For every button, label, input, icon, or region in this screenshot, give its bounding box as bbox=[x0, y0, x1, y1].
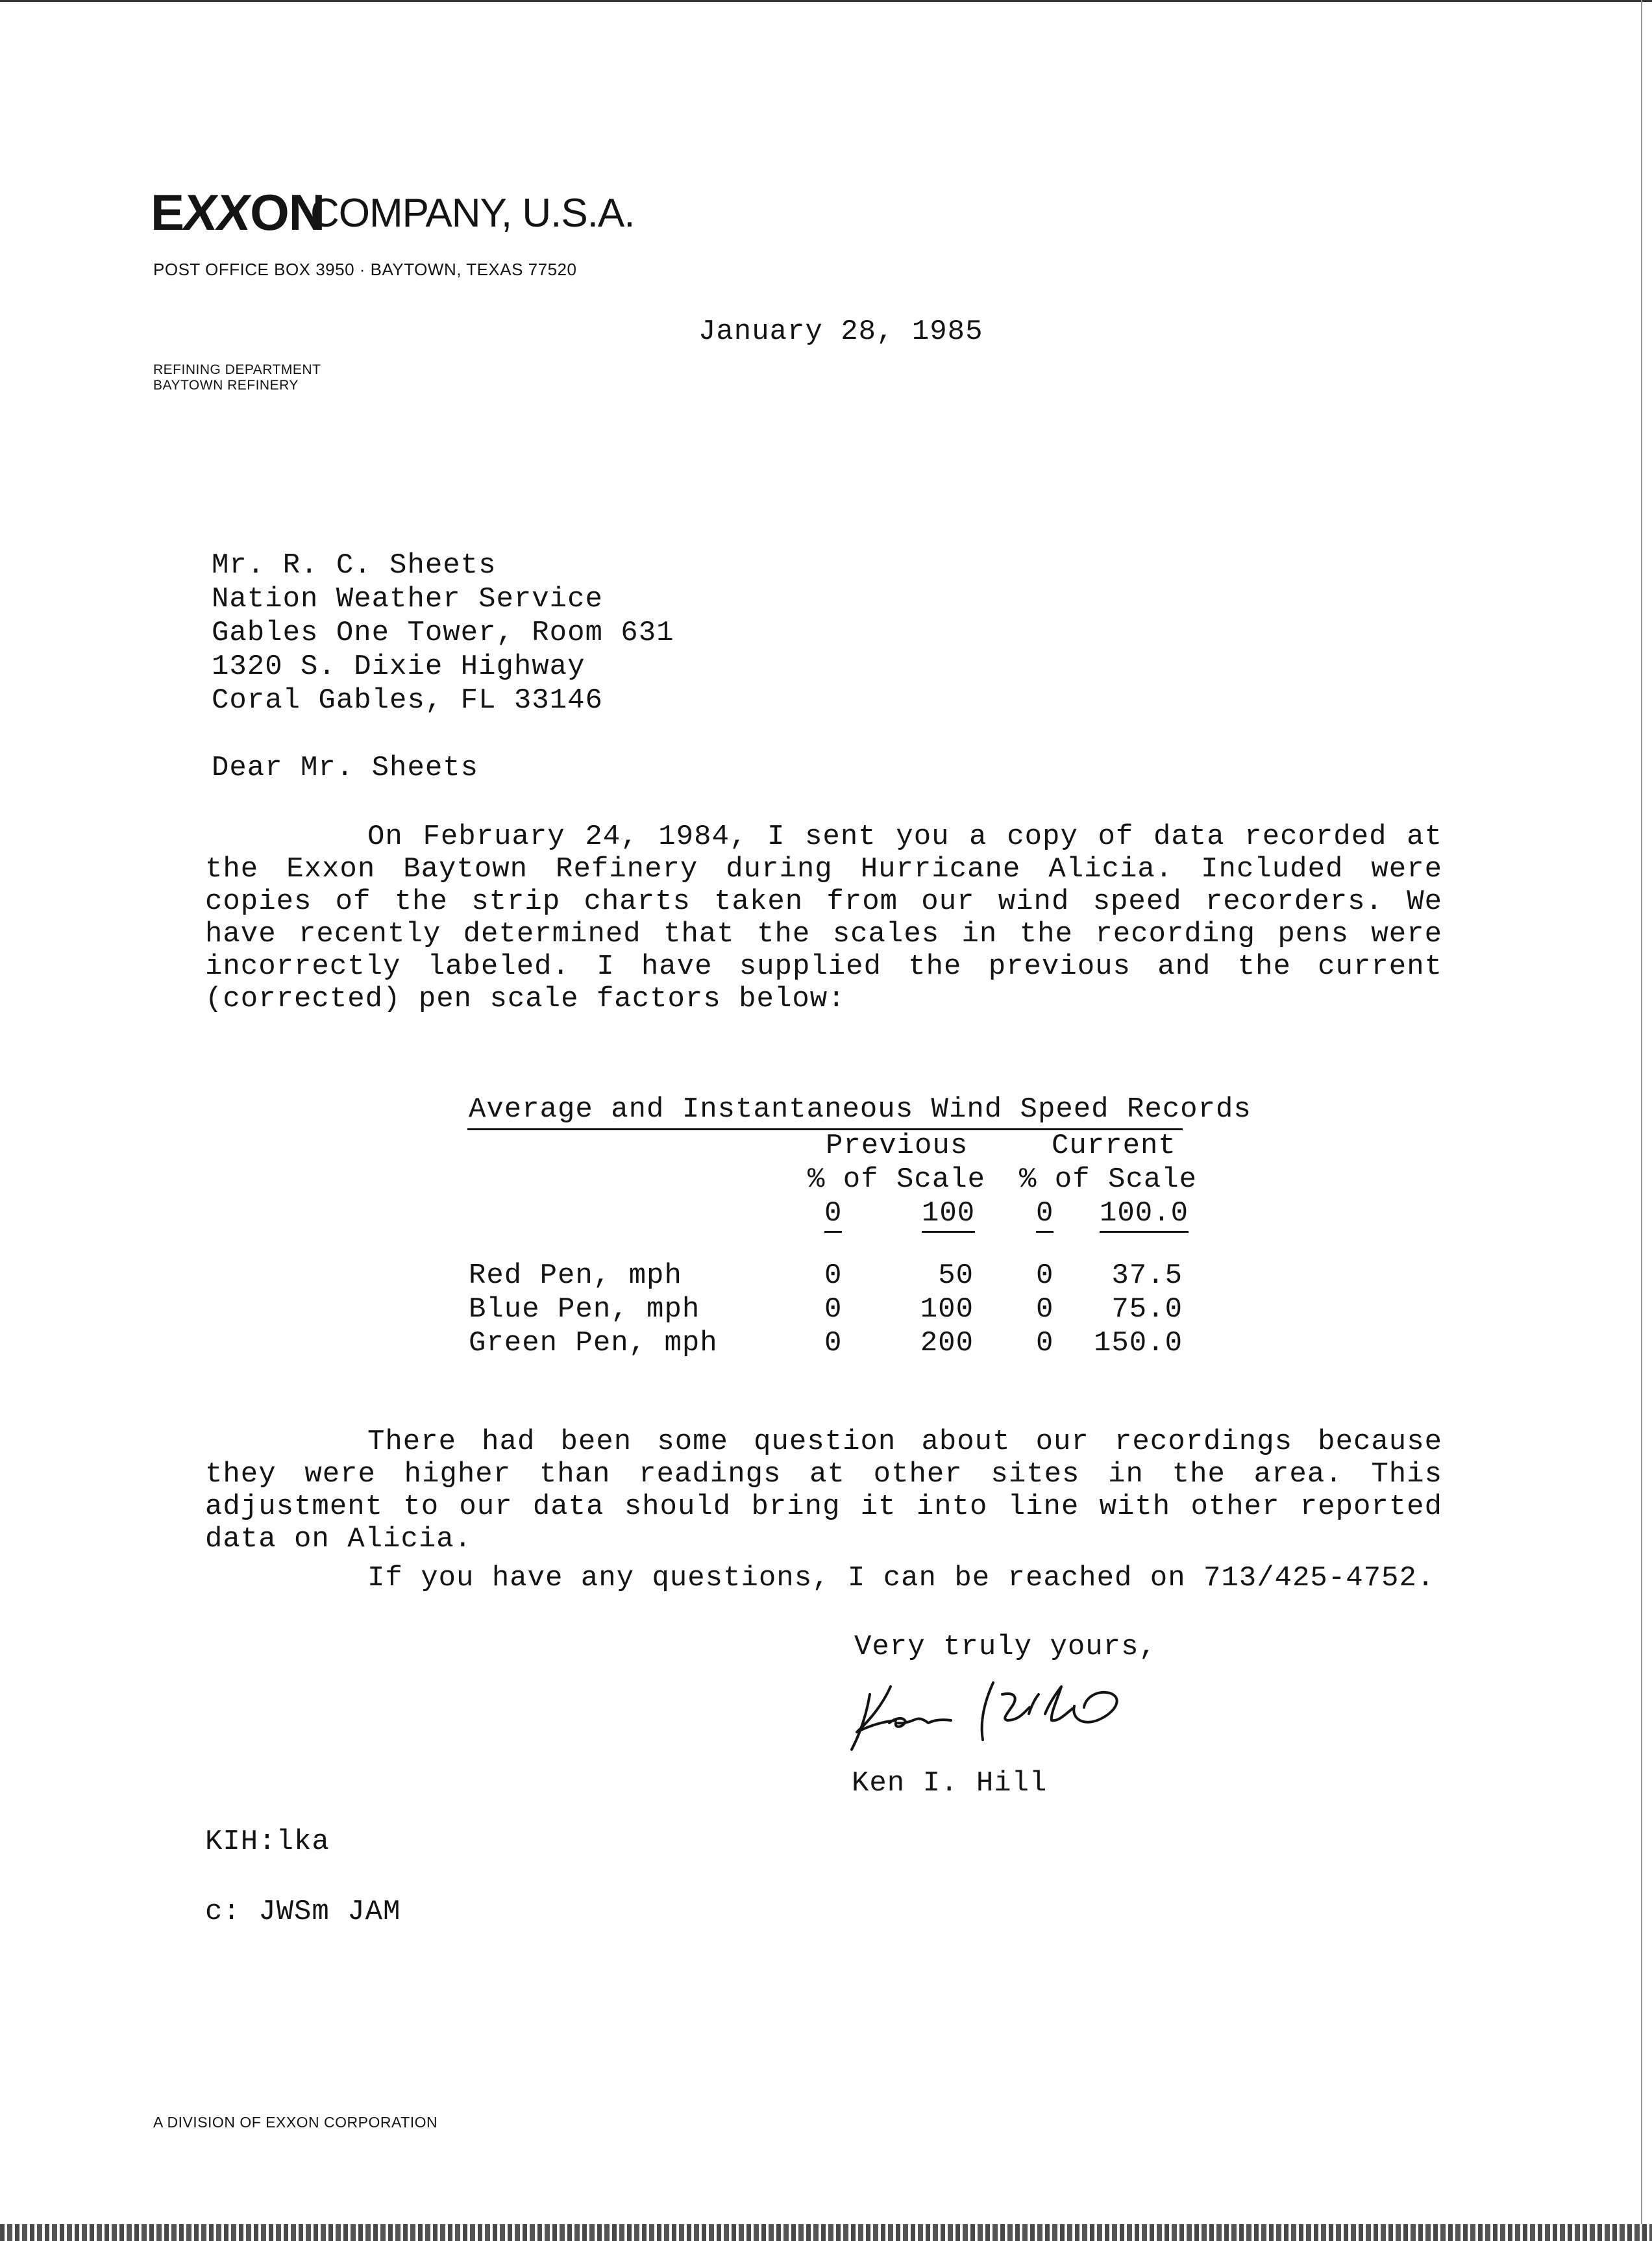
recipient-line: Nation Weather Service bbox=[212, 583, 603, 615]
footer-division: A DIVISION OF EXXON CORPORATION bbox=[153, 2114, 438, 2131]
exxon-logo: EXXON bbox=[151, 184, 325, 241]
body-paragraph-3 bbox=[367, 1562, 1435, 1594]
table-cell: 0 bbox=[824, 1259, 843, 1292]
table-cell: 100 bbox=[920, 1293, 974, 1326]
signer-name: Ken I. Hill bbox=[852, 1767, 1048, 1800]
recipient-line: Mr. R. C. Sheets bbox=[212, 549, 497, 582]
current-range-max: 100.0 bbox=[1100, 1197, 1189, 1233]
table-row-label: Red Pen, mph bbox=[469, 1259, 682, 1292]
table-cell: 0 bbox=[1036, 1259, 1054, 1292]
company-address: POST OFFICE BOX 3950 · BAYTOWN, TEXAS 77520 bbox=[153, 260, 577, 279]
table-cell: 0 bbox=[1036, 1293, 1054, 1326]
salutation: Dear Mr. Sheets bbox=[212, 752, 479, 784]
department-name: REFINING DEPARTMENT bbox=[153, 362, 321, 377]
current-range-min: 0 bbox=[1036, 1197, 1054, 1233]
table-cell: 200 bbox=[920, 1327, 974, 1359]
table-row-label: Blue Pen, mph bbox=[469, 1293, 700, 1326]
paragraph-text: There had been some question about our recordings because they were higher than readings at other sites in the area. This adjustment to our data should bring it into line with other reported data on Alicia. bbox=[205, 1426, 1442, 1555]
table-cell: 37.5 bbox=[1111, 1259, 1183, 1292]
table-title: Average and Instantaneous Wind Speed Records bbox=[469, 1093, 1251, 1126]
table-cell: 0 bbox=[824, 1293, 843, 1326]
table-cell: 0 bbox=[1036, 1327, 1054, 1359]
recipient-line: Coral Gables, FL 33146 bbox=[212, 684, 603, 717]
body-paragraph-1 bbox=[205, 821, 1442, 1015]
scan-bottom-edge bbox=[0, 2224, 1652, 2241]
table-cell: 50 bbox=[938, 1259, 974, 1292]
previous-scale-header: % of Scale bbox=[808, 1163, 986, 1196]
recipient-line: Gables One Tower, Room 631 bbox=[212, 617, 674, 649]
current-column-header: Current bbox=[1052, 1130, 1176, 1162]
closing: Very truly yours, bbox=[854, 1631, 1157, 1663]
scan-right-edge bbox=[1641, 0, 1642, 2241]
company-name: COMPANY, U.S.A. bbox=[310, 191, 635, 236]
previous-range-max: 100 bbox=[922, 1197, 975, 1233]
paragraph-text: If you have any questions, I can be reached on 713/425-4752. bbox=[367, 1562, 1435, 1594]
table-cell: 0 bbox=[824, 1327, 843, 1359]
previous-column-header: Previous bbox=[826, 1130, 968, 1162]
table-row-label: Green Pen, mph bbox=[469, 1327, 718, 1359]
handwritten-signature bbox=[844, 1668, 1155, 1753]
scan-top-edge bbox=[0, 0, 1652, 2]
refinery-name: BAYTOWN REFINERY bbox=[153, 378, 299, 393]
recipient-line: 1320 S. Dixie Highway bbox=[212, 650, 586, 683]
letter-date: January 28, 1985 bbox=[698, 316, 983, 348]
table-cell: 150.0 bbox=[1093, 1327, 1183, 1359]
body-paragraph-2 bbox=[205, 1426, 1442, 1555]
paragraph-text: On February 24, 1984, I sent you a copy of data recorded at the Exxon Baytown Refinery during Hurricane Alicia. Included were copies of the strip charts taken from our wind speed recorders. We have recently determined that the scales in the recording pens were incorrectly labeled. I have supplied the previous and the current (corrected) pen scale factors below: bbox=[205, 821, 1442, 1015]
carbon-copy-line: c: JWSm JAM bbox=[205, 1896, 401, 1928]
previous-range-min: 0 bbox=[824, 1197, 842, 1233]
table-cell: 75.0 bbox=[1111, 1293, 1183, 1326]
typist-initials: KIH:lka bbox=[205, 1826, 330, 1858]
current-scale-header: % of Scale bbox=[1019, 1163, 1198, 1196]
